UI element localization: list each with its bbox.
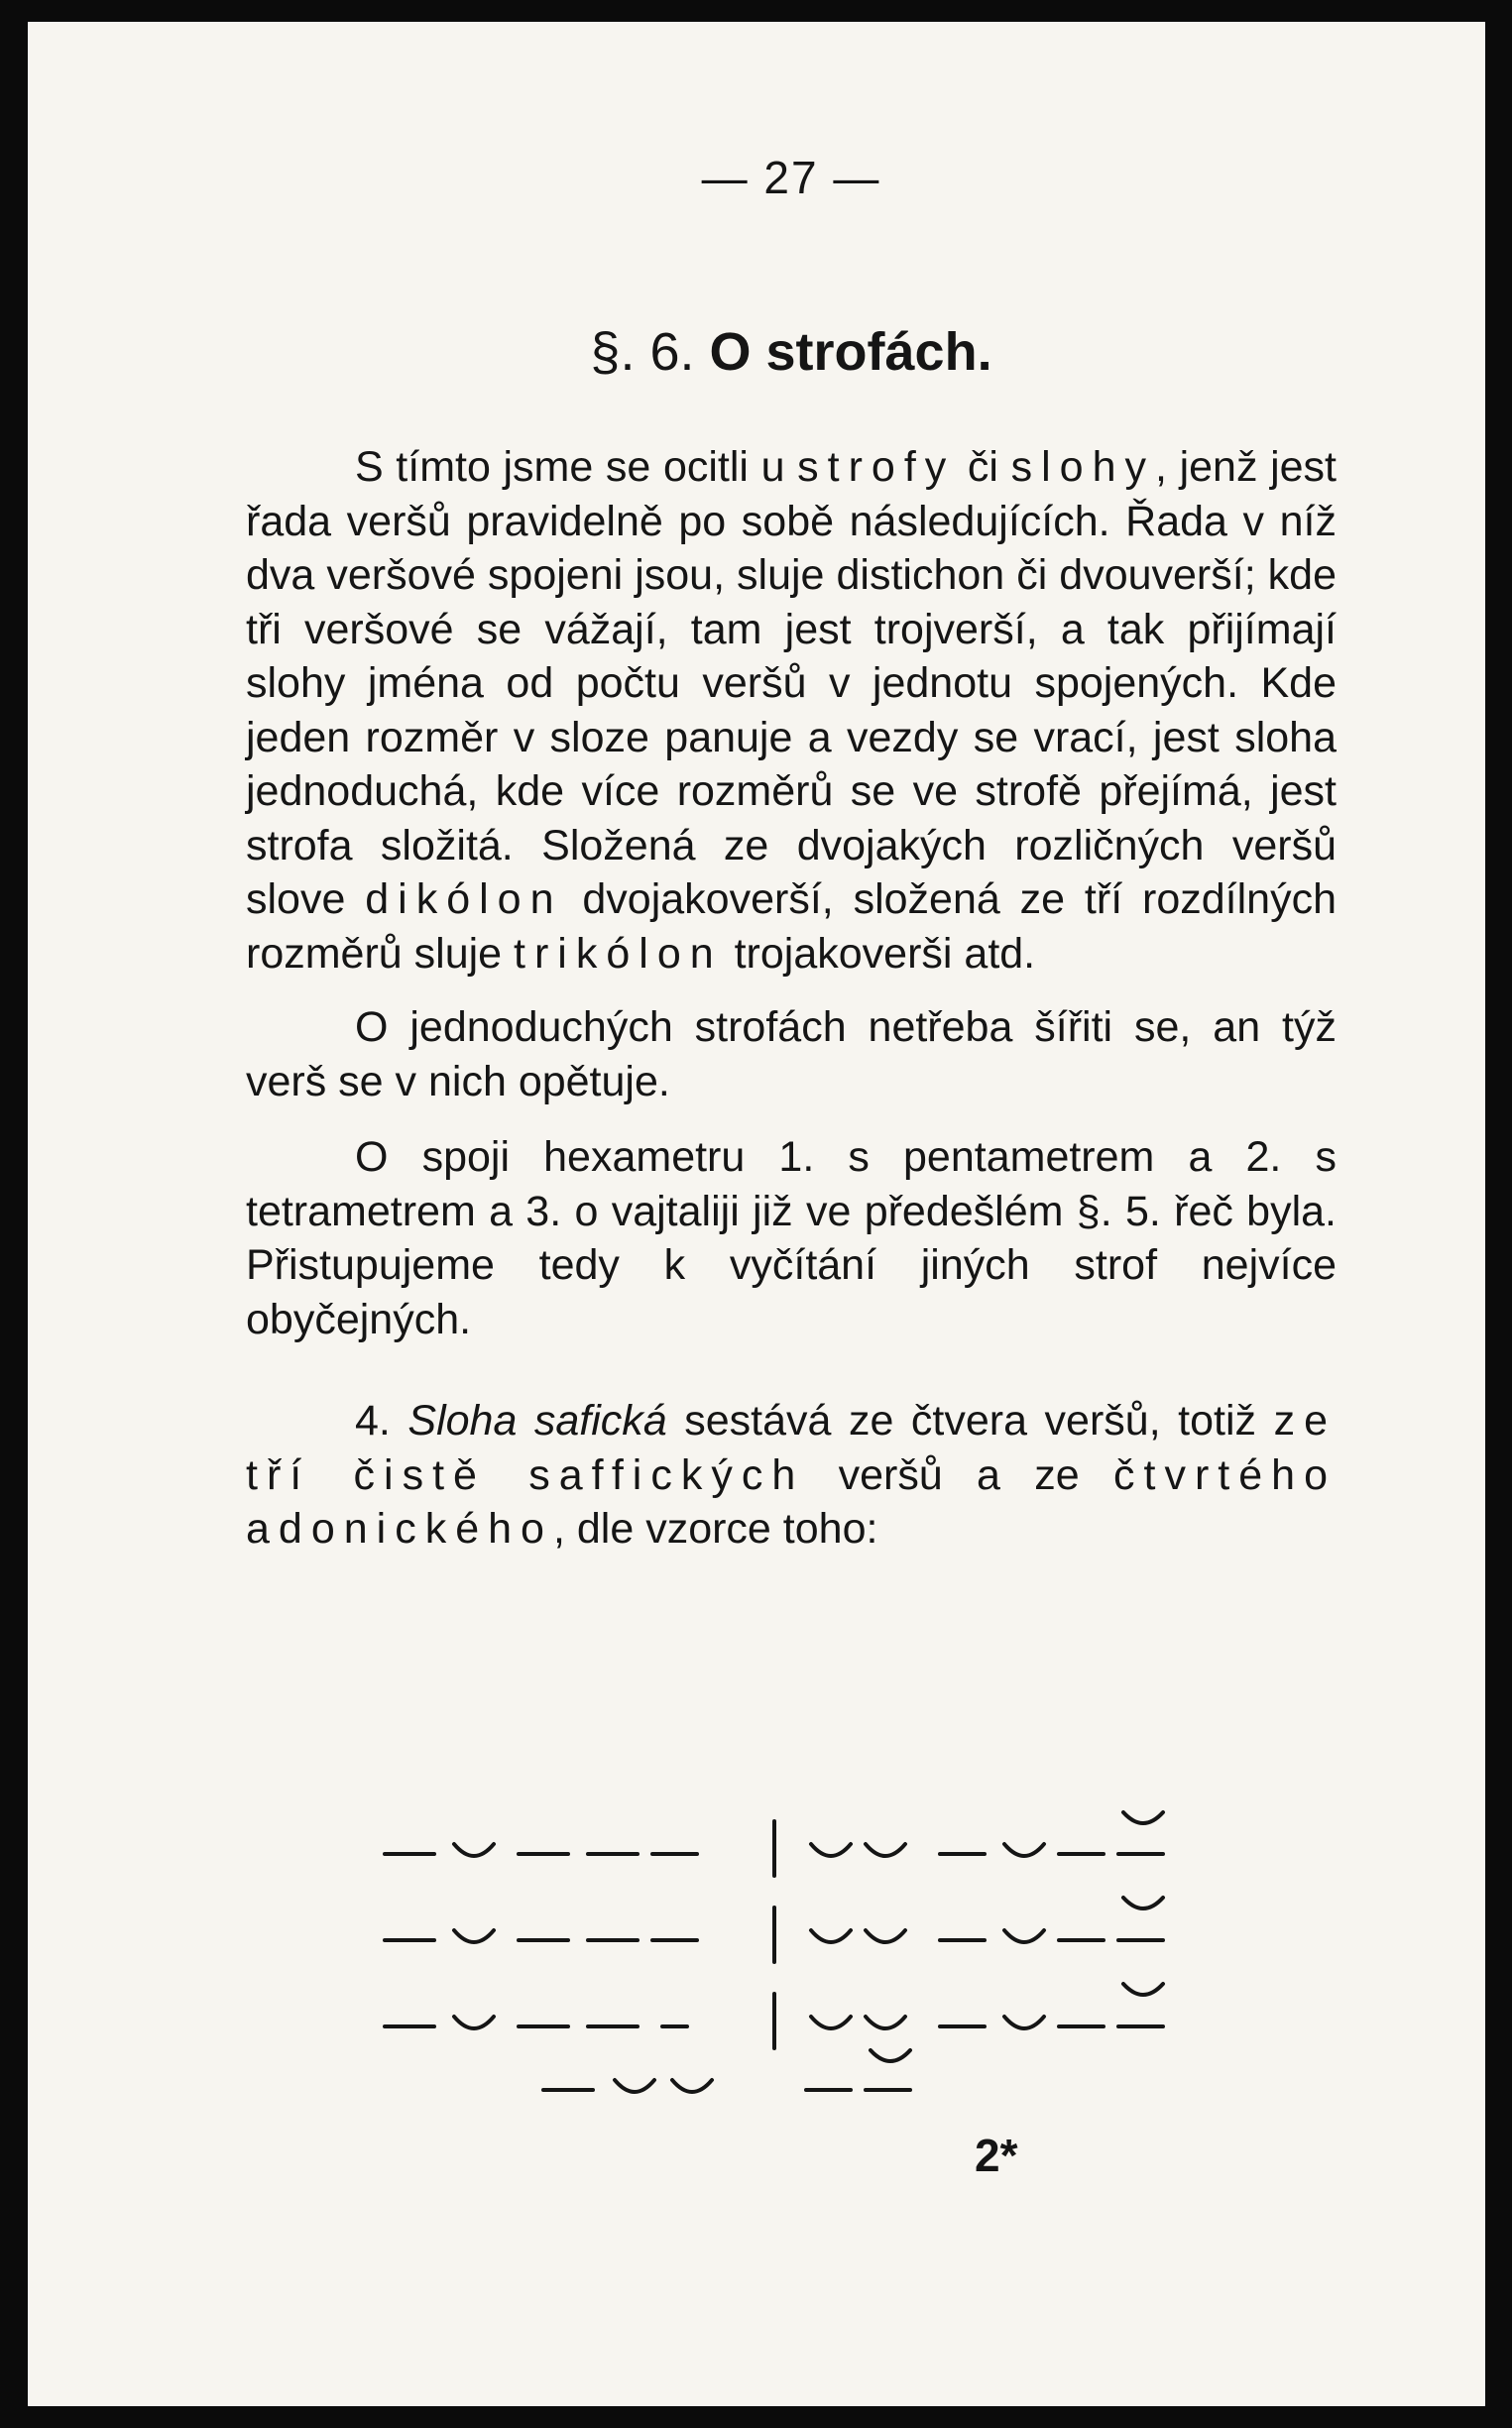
text-run: , dle vzorce toho: (552, 1505, 878, 1553)
text-run: veršů a ze (804, 1450, 1114, 1499)
paragraph-sloha-saficka (246, 1394, 1337, 1557)
spaced-term-dikolon: dikólon (365, 875, 563, 923)
text-run: trojakoverši atd. (722, 929, 1036, 978)
text-run: sestává ze čtvera veršů, totiž (666, 1397, 1274, 1445)
italic-term-sloha-saficka: Sloha safická (407, 1397, 667, 1445)
text-run: S tímto jsme se ocitli u (355, 443, 798, 491)
paragraph-strofy (246, 440, 1337, 981)
page-number: — 27 — (701, 152, 881, 203)
paragraph-jednoduche-strofy: O jednoduchých strofách netřeba šířiti se, an týž verš se v nich opětuje. (246, 1003, 1337, 1105)
section-number: §. 6. (590, 322, 695, 382)
spaced-term-trikolon: trikólon (514, 929, 723, 978)
section-title: O strofách. (709, 322, 992, 382)
section-heading (246, 321, 1337, 383)
metrical-scheme-diagram (246, 1777, 1337, 2104)
spaced-phrase: čtvrtého adonického (246, 1450, 1337, 1553)
page-content (246, 151, 1337, 2181)
text-run: 4. (355, 1397, 408, 1445)
paragraph-spoj-hexametru: O spoji hexametru 1. s pentametrem a 2. s tetrametrem a 3. o vajtaliji již ve předešlém §. 5. řeč byla. Přistupujeme tedy k vyčítání jiných strof nejvíce obyčejných. (246, 1133, 1337, 1343)
text-run: , jenž jest řada veršů pravidelně po sobě následujících. Řada v níž dva veršové spojeni jsou, sluje distichon či dvouverší; kde tři veršové se vážají, tam jest trojverší, a tak přijímají slohy jména od počtu veršů v jednotu spojených. Kde jeden rozměr v sloze panuje a vezdy se vrací, jest sloha jednoduchá, kde více rozměrů se ve strofě přejímá, jest strofa složitá. Složená ze dvojakých rozličných veršů slove (246, 443, 1337, 923)
metrical-scheme (246, 1777, 1337, 2104)
text-run: dvojakoverší, složená ze tří rozdílných rozměrů sluje (246, 875, 1337, 978)
book-page (28, 22, 1485, 2406)
spaced-term-slohy: slohy (1010, 443, 1155, 491)
text-run: či (955, 443, 1011, 491)
signature-mark: 2* (975, 2130, 1018, 2181)
spaced-term-strofy: strofy (797, 443, 956, 491)
spaced-phrase: ze tří čistě saffických (246, 1397, 1337, 1499)
